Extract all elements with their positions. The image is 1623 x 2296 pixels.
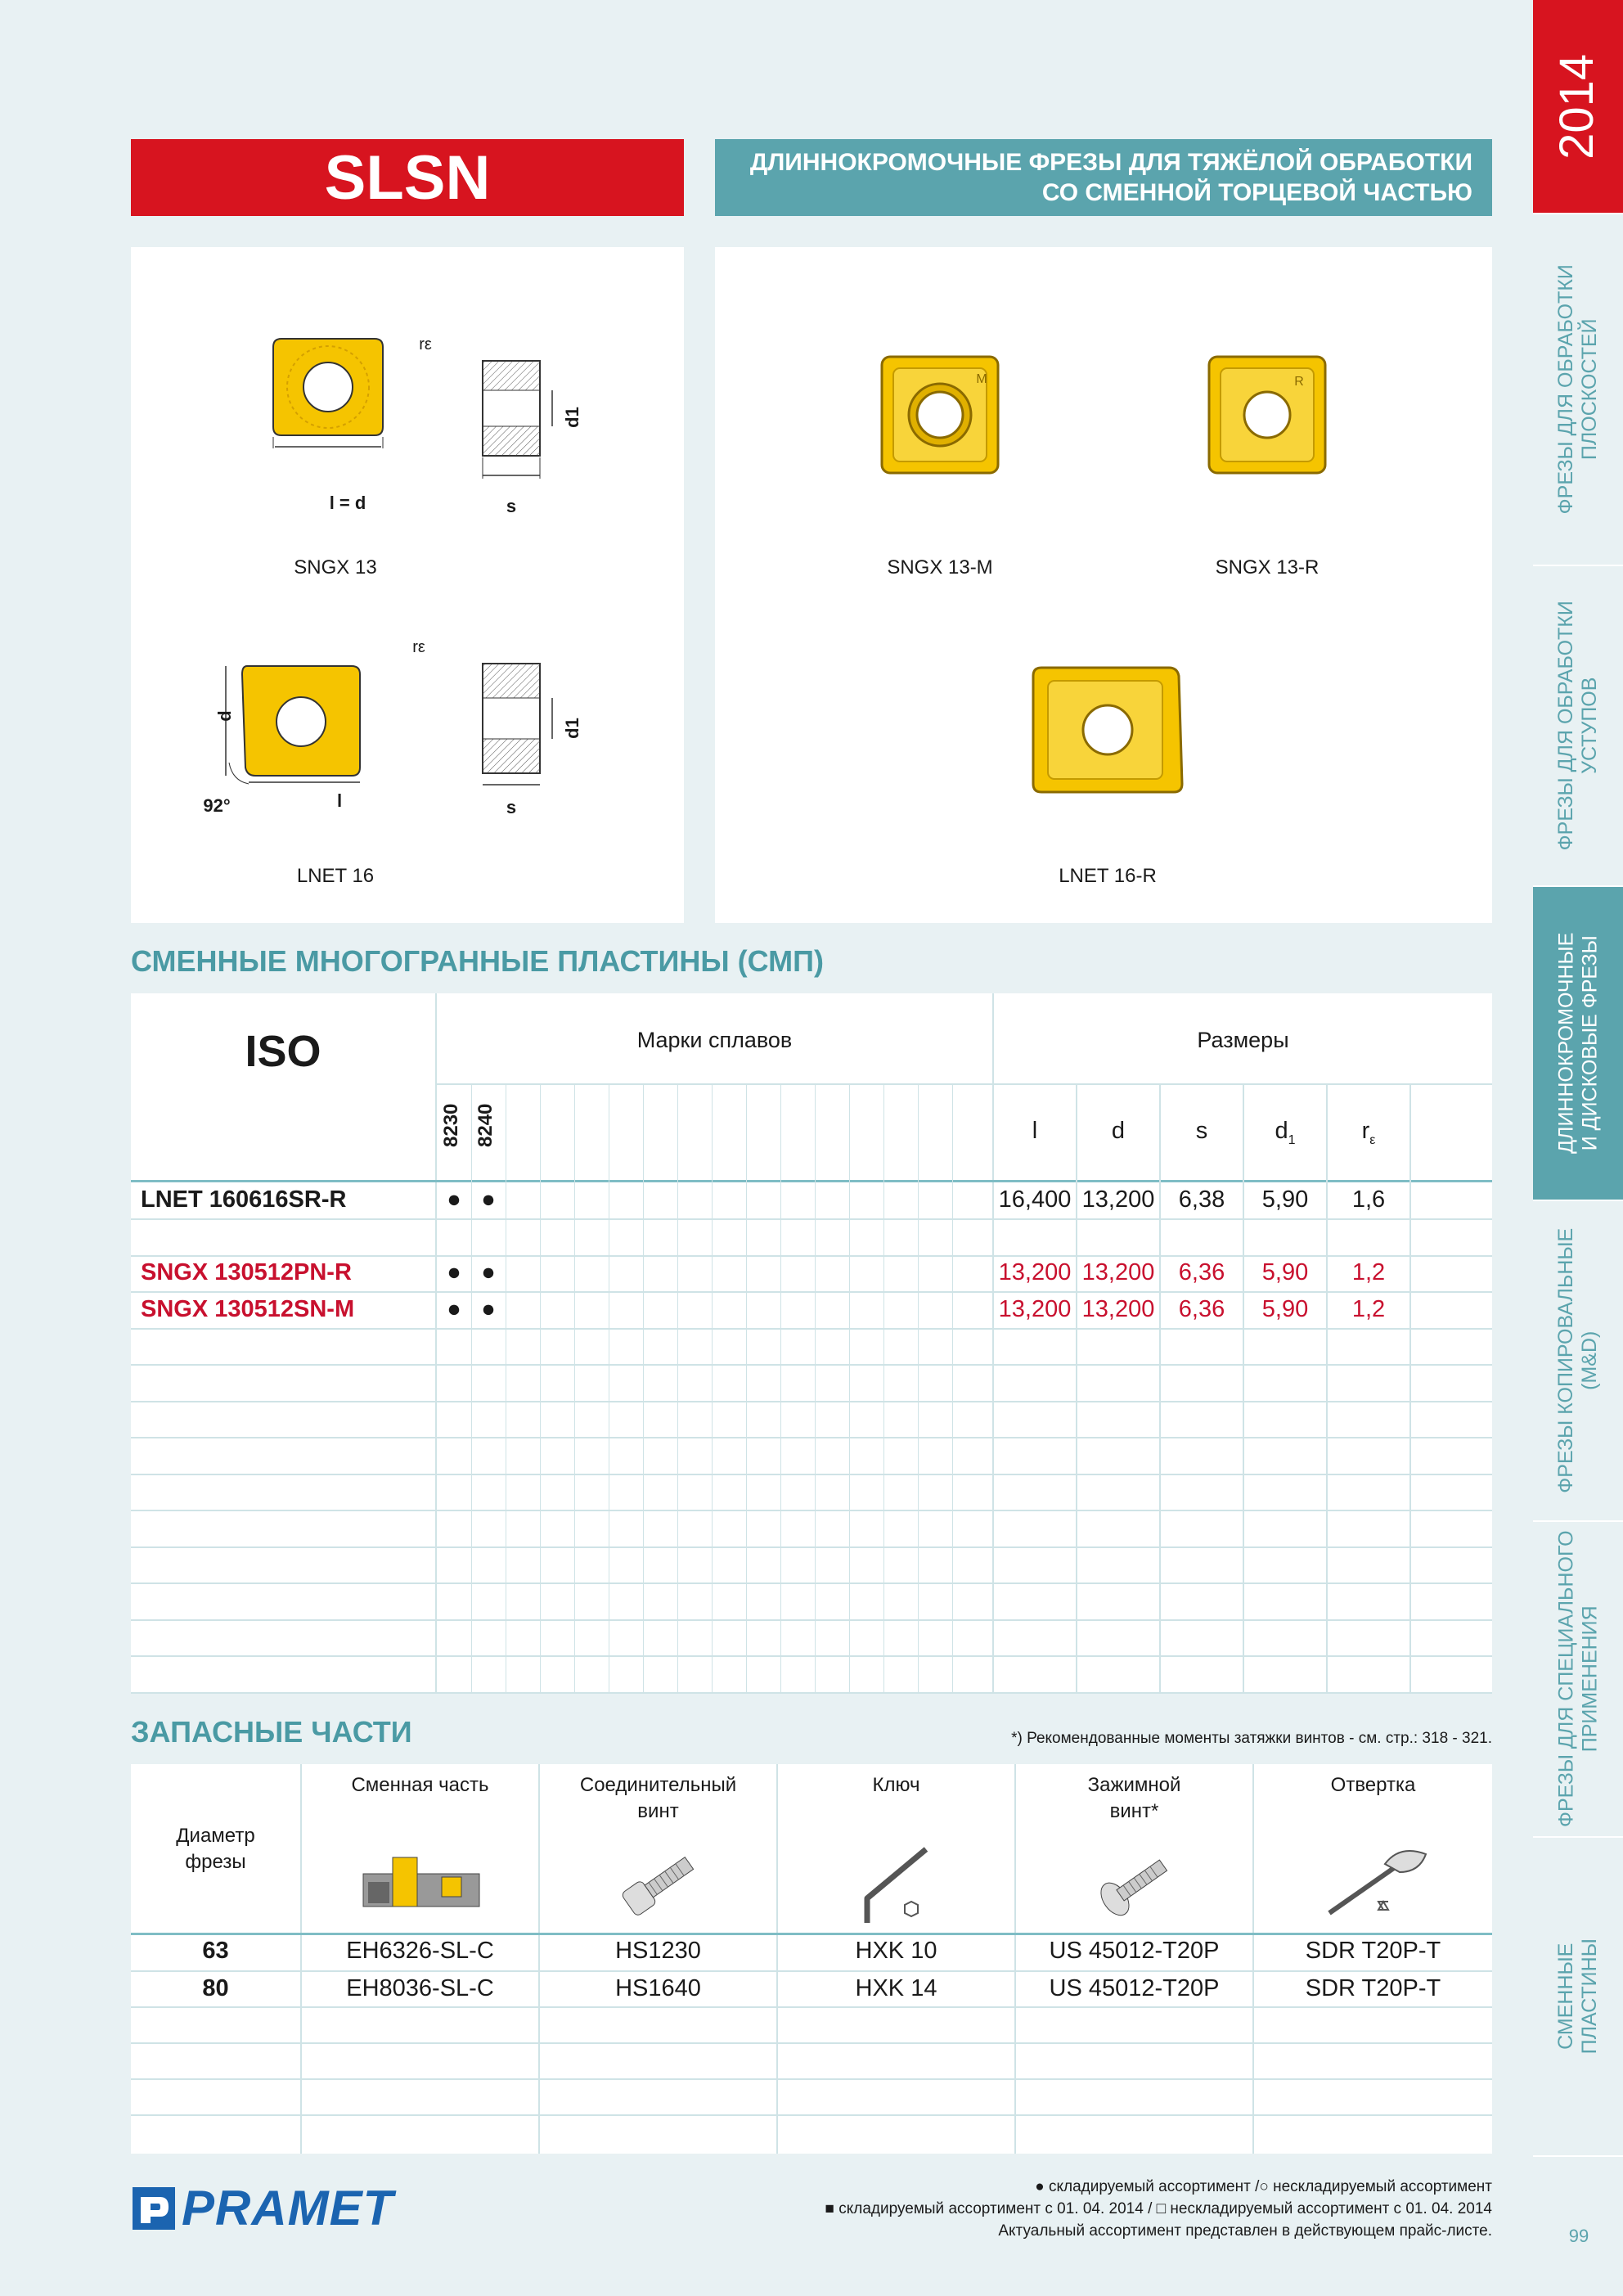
tab-label-line-2: ПЛОСКОСТЕЙ xyxy=(1578,318,1602,461)
grid-line xyxy=(131,1255,1492,1257)
grid-line xyxy=(746,1085,747,1694)
size-col-l: l xyxy=(1032,1118,1038,1144)
caption-lnet16: LNET 16 xyxy=(296,865,375,887)
pramet-logo xyxy=(131,2180,393,2236)
dim-label-r: rε xyxy=(419,335,432,353)
grid-line xyxy=(131,1582,1492,1584)
header-line: винт xyxy=(637,1800,679,1823)
size-col-s: s xyxy=(1195,1118,1208,1144)
dim-label-s: s xyxy=(506,496,517,516)
sngx13-top-view xyxy=(270,337,417,452)
size-l: 13,200 xyxy=(998,1296,1072,1322)
key-code: HXK 14 xyxy=(855,1975,937,2001)
hex-key-icon xyxy=(851,1841,949,1931)
key-code: HXK 10 xyxy=(855,1938,937,1964)
caption-sngx13m: SNGX 13-M xyxy=(887,556,993,579)
grid-line xyxy=(1159,1085,1161,1694)
tab-label-line-2: ПРИМЕНЕНИЯ xyxy=(1578,1605,1602,1753)
page-number: 99 xyxy=(1568,2226,1589,2246)
year-label: 2014 xyxy=(1550,53,1604,160)
iso-code: LNET 160616SR-R xyxy=(141,1186,347,1213)
caption-sngx13: SNGX 13 xyxy=(294,556,377,579)
grid-line xyxy=(131,1655,1492,1657)
dim-label-l: l xyxy=(336,790,343,811)
tab-label-line-2: И ДИСКОВЫЕ ФРЕЗЫ xyxy=(1578,935,1601,1151)
tab-label-line-1: СМЕННЫЕ xyxy=(1554,1943,1578,2051)
caption-lnet16r: LNET 16-R xyxy=(1059,865,1157,887)
tab-inserts[interactable] xyxy=(1533,1838,1623,2157)
legend-line-3: Актуальный ассортимент представлен в действующем прайс-листе. xyxy=(998,2222,1492,2240)
grid-line xyxy=(815,1085,816,1694)
page-title xyxy=(131,139,684,216)
lnet16r-insert-image xyxy=(1030,664,1185,795)
title-text: SLSN xyxy=(324,142,491,213)
sngx13r-insert-image xyxy=(1206,353,1329,476)
tab-face-milling[interactable] xyxy=(1533,214,1623,566)
size-r: 1,2 xyxy=(1351,1259,1386,1285)
legend-line-2: ■ складируемый ассортимент с 01. 04. 2014 / □ нескладируемый ассортимент с 01. 04. 2014 xyxy=(825,2200,1492,2217)
header-line: фрезы xyxy=(185,1851,246,1874)
col-header-screw xyxy=(540,1772,776,1826)
dim-label-d1: d1 xyxy=(562,407,582,428)
grid-line xyxy=(131,1364,1492,1366)
cartridge-code: EH6326-SL-C xyxy=(346,1938,494,1964)
grid-line xyxy=(131,1291,1492,1293)
size-s: 6,36 xyxy=(1178,1296,1225,1322)
size-col-r: $r_\varepsilon$ xyxy=(1361,1118,1376,1147)
tab-label-line-2: ПЛАСТИНЫ xyxy=(1578,1938,1601,2055)
grade-dot: ● xyxy=(447,1259,461,1285)
grid-line xyxy=(883,1085,884,1694)
size-r: 1,6 xyxy=(1351,1186,1386,1213)
tab-shoulder-milling[interactable] xyxy=(1533,566,1623,887)
tab-label-line-1: ФРЕЗЫ ДЛЯ ОБРАБОТКИ xyxy=(1554,264,1578,515)
tab-special-milling[interactable] xyxy=(1533,1522,1623,1838)
parts-note: *) Рекомендованные моменты затяжки винтов - см. стр.: 318 - 321. xyxy=(1011,1730,1492,1747)
caption-sngx13r: SNGX 13-R xyxy=(1215,556,1320,579)
grid-line xyxy=(131,1510,1492,1511)
tab-label-line-1: ДЛИННОКРОМОЧНЫЕ xyxy=(1554,932,1578,1155)
diameter-value: 80 xyxy=(202,1975,229,2001)
grid-line xyxy=(1326,1085,1328,1694)
header-line: Зажимной xyxy=(1087,1774,1181,1796)
grid-line xyxy=(131,1401,1492,1402)
insert-photos-right xyxy=(715,247,1492,923)
diameter-value: 63 xyxy=(202,1938,229,1964)
screw-code: HS1640 xyxy=(615,1975,701,2001)
col-header-screwdriver: Отвертка xyxy=(1330,1774,1416,1796)
cartridge-code: EH8036-SL-C xyxy=(346,1975,494,2001)
sngx13-side-view xyxy=(474,358,573,480)
insert-mark-r: R xyxy=(1294,375,1304,389)
iso-code: SNGX 130512SN-M xyxy=(141,1296,355,1322)
grid-line xyxy=(131,1546,1492,1548)
grid-line xyxy=(643,1085,644,1694)
page-subtitle xyxy=(715,139,1492,216)
clamp-screw-code: US 45012-T20P xyxy=(1049,1938,1220,1964)
size-l: 16,400 xyxy=(998,1186,1072,1213)
header-line: винт* xyxy=(1109,1800,1159,1823)
grade-dot: ● xyxy=(481,1186,496,1213)
grid-line xyxy=(918,1085,919,1694)
cartridge-icon xyxy=(360,1849,483,1923)
grid-line xyxy=(712,1085,713,1694)
subtitle-line-1: ДЛИННОКРОМОЧНЫЕ ФРЕЗЫ ДЛЯ ТЯЖЁЛОЙ ОБРАБОТКИ xyxy=(749,148,1472,176)
inserts-heading: СМЕННЫЕ МНОГОГРАННЫЕ ПЛАСТИНЫ (СМП) xyxy=(131,944,825,978)
size-l: 13,200 xyxy=(998,1259,1072,1285)
header-line: Диаметр xyxy=(176,1825,255,1847)
inserts-table xyxy=(131,993,1492,1694)
grades-header: Марки сплавов xyxy=(636,1028,793,1052)
size-r: 1,2 xyxy=(1351,1296,1386,1322)
insert-mark-m: M xyxy=(976,372,987,386)
screw-code: HS1230 xyxy=(615,1938,701,1964)
grid-line xyxy=(780,1085,781,1694)
grid-line xyxy=(540,1085,541,1694)
subtitle-line-2: СО СМЕННОЙ ТОРЦЕВОЙ ЧАСТЬЮ xyxy=(1041,179,1472,206)
dim-label-l-eq-d: l = d xyxy=(329,493,366,513)
size-col-d1: $d_1$ xyxy=(1275,1118,1296,1147)
tab-copy-milling[interactable] xyxy=(1533,1201,1623,1522)
grade-dot: ● xyxy=(481,1259,496,1285)
spare-parts-table xyxy=(131,1764,1492,2154)
screwdriver-icon xyxy=(1321,1839,1436,1929)
year-tab xyxy=(1533,0,1623,214)
pramet-logo-icon xyxy=(131,2186,177,2231)
grid-line xyxy=(849,1085,850,1694)
screwdriver-code: SDR T20P-T xyxy=(1305,1975,1441,2001)
size-col-d: d xyxy=(1111,1118,1126,1144)
insert-drawings-left xyxy=(131,247,684,923)
grid-line xyxy=(131,1328,1492,1330)
grid-line xyxy=(131,1619,1492,1621)
grid-line xyxy=(1243,1085,1244,1694)
dim-label-d1-2: d1 xyxy=(562,718,582,739)
tab-label-line-1: ФРЕЗЫ ДЛЯ ОБРАБОТКИ xyxy=(1554,601,1578,851)
parts-heading: ЗАПАСНЫЕ ЧАСТИ xyxy=(131,1715,412,1749)
lnet16-top-view xyxy=(213,656,409,795)
grade-8240-header: 8240 xyxy=(474,1103,497,1147)
grid-line xyxy=(574,1085,575,1694)
size-s: 6,36 xyxy=(1178,1259,1225,1285)
grid-line xyxy=(1076,1085,1077,1694)
grid-line xyxy=(131,1437,1492,1438)
iso-header: ISO xyxy=(245,1027,321,1076)
header-line: Соединительный xyxy=(579,1774,737,1796)
brand-name: PRAMET xyxy=(182,2181,394,2235)
clamp-screw-icon xyxy=(1092,1843,1182,1925)
grade-dot: ● xyxy=(447,1296,461,1322)
dim-label-angle: 92° xyxy=(203,795,231,816)
grade-8230-header: 8230 xyxy=(440,1103,462,1147)
section-sidebar xyxy=(1533,0,1623,2296)
grid-line xyxy=(677,1085,678,1694)
grade-dot: ● xyxy=(481,1296,496,1322)
tab-label-line-2: (M&D) xyxy=(1578,1330,1601,1391)
col-header-clamp-screw xyxy=(1016,1772,1252,1826)
col-header-key: Ключ xyxy=(872,1774,920,1796)
tab-label-line-1: ФРЕЗЫ ДЛЯ СПЕЦИАЛЬНОГО xyxy=(1554,1530,1578,1828)
sizes-header: Размеры xyxy=(1197,1028,1289,1052)
size-d1: 5,90 xyxy=(1261,1259,1309,1285)
tab-label-line-2: УСТУПОВ xyxy=(1578,677,1602,775)
grid-line xyxy=(952,1085,953,1694)
size-d1: 5,90 xyxy=(1261,1296,1309,1322)
grid-line xyxy=(1409,1085,1411,1694)
clamp-screw-code: US 45012-T20P xyxy=(1049,1975,1220,2001)
size-d: 13,200 xyxy=(1081,1296,1155,1322)
grid-line xyxy=(131,1474,1492,1475)
grid-line xyxy=(471,1085,472,1694)
legend-line-1: ● складируемый ассортимент /○ нескладируемый ассортимент xyxy=(1035,2178,1492,2195)
size-d: 13,200 xyxy=(1081,1259,1155,1285)
dim-label-r-2: rε xyxy=(412,638,425,656)
dim-label-s-2: s xyxy=(506,797,517,817)
dim-label-d: d xyxy=(214,710,235,722)
grid-line xyxy=(131,1218,1492,1220)
iso-code: SNGX 130512PN-R xyxy=(141,1259,352,1285)
screwdriver-code: SDR T20P-T xyxy=(1305,1938,1441,1964)
connecting-screw-icon xyxy=(614,1843,704,1925)
tab-label-line-1: ФРЕЗЫ КОПИРОВАЛЬНЫЕ xyxy=(1554,1228,1578,1493)
col-header-cartridge: Сменная часть xyxy=(351,1774,489,1796)
grade-dot: ● xyxy=(447,1186,461,1213)
size-s: 6,38 xyxy=(1178,1186,1225,1213)
size-d: 13,200 xyxy=(1081,1186,1155,1213)
col-header-diameter xyxy=(131,1823,300,1876)
tab-long-edge-milling[interactable] xyxy=(1533,887,1623,1201)
size-d1: 5,90 xyxy=(1261,1186,1309,1213)
lnet16-side-view xyxy=(474,660,573,791)
grid-line xyxy=(131,1692,1492,1694)
